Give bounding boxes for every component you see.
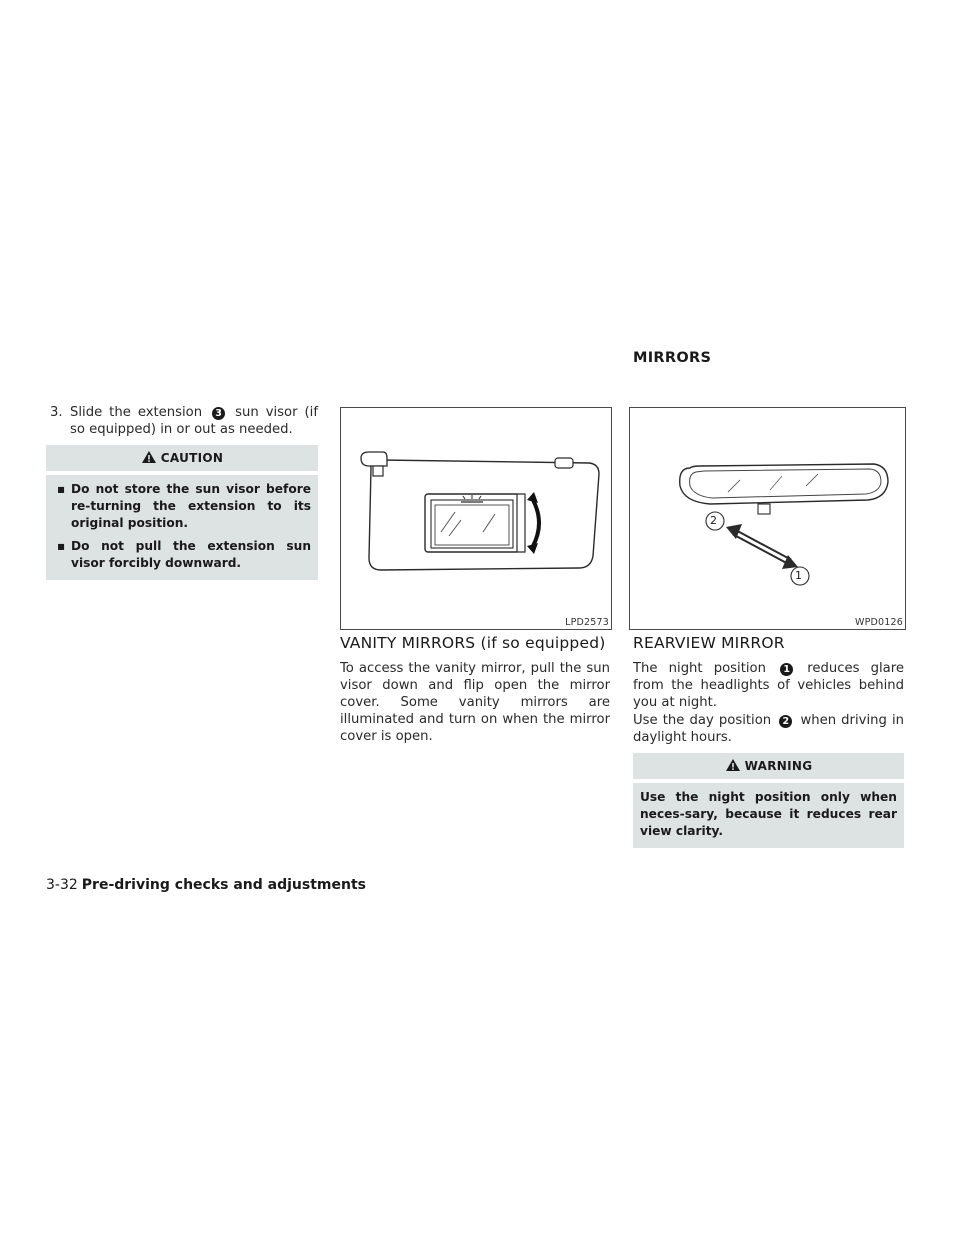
callout-2-icon: 2 (779, 715, 792, 728)
sun-visor-illustration (341, 408, 611, 629)
vanity-mirror-figure (340, 407, 612, 630)
step-text-after: sun visor (if so equipped) in or out as needed. (70, 405, 318, 437)
warning-text: Use the night position only when neces-sary, because it reduces rear view clarity. (640, 790, 897, 838)
warning-triangle-icon (141, 450, 157, 467)
caution-body (46, 475, 318, 580)
bullet-icon: ▪ (57, 482, 66, 496)
vanity-heading: VANITY MIRRORS (if so equipped) (340, 634, 606, 652)
p2-after: when driving in daylight hours. (633, 713, 904, 745)
caution-item-text: Do not pull the extension sun visor forcibly downward. (71, 539, 311, 570)
callout-2-label: 2 (710, 514, 717, 527)
chapter-title: Pre-driving checks and adjustments (81, 877, 366, 893)
warning-triangle-icon (725, 758, 741, 775)
caution-header (46, 445, 318, 471)
bullet-icon: ▪ (57, 539, 66, 553)
p2-before: Use the day position (633, 713, 772, 728)
step-text-before: Slide the extension (70, 405, 203, 420)
caution-item (53, 481, 311, 532)
caution-title: CAUTION (160, 451, 224, 465)
rearview-heading: REARVIEW MIRROR (633, 634, 785, 652)
figure-code: LPD2573 (565, 617, 609, 628)
rearview-mirror-figure (629, 407, 906, 630)
p1-after: reduces glare from the headlights of vehicles behind you at night. (633, 661, 904, 710)
vanity-body: To access the vanity mirror, pull the sun visor down and flip open the mirror cover. Some vanity mirrors are illuminated and turn on when the mirror cover is open. (340, 661, 610, 744)
callout-1-label: 1 (795, 569, 802, 582)
callout-3-icon: 3 (212, 407, 225, 420)
warning-box (633, 753, 904, 848)
step-3 (50, 404, 318, 438)
callout-1-icon: 1 (780, 663, 793, 676)
caution-box (46, 445, 318, 580)
page-number: 3-32 (46, 877, 78, 893)
step-text (70, 404, 318, 438)
caution-item (53, 538, 311, 572)
rearview-mirror-illustration (630, 408, 905, 629)
rearview-paragraph-1 (633, 660, 904, 711)
warning-body (633, 783, 904, 848)
step-number: 3. (50, 405, 63, 420)
section-title: MIRRORS (633, 350, 712, 366)
page-footer (46, 877, 366, 893)
caution-item-text: Do not store the sun visor before re-turning the extension to its original position. (71, 482, 311, 530)
warning-title: WARNING (744, 759, 813, 773)
rearview-paragraph-2 (633, 712, 904, 746)
figure-code: WPD0126 (854, 617, 903, 628)
p1-before: The night position (633, 661, 766, 676)
warning-header (633, 753, 904, 779)
